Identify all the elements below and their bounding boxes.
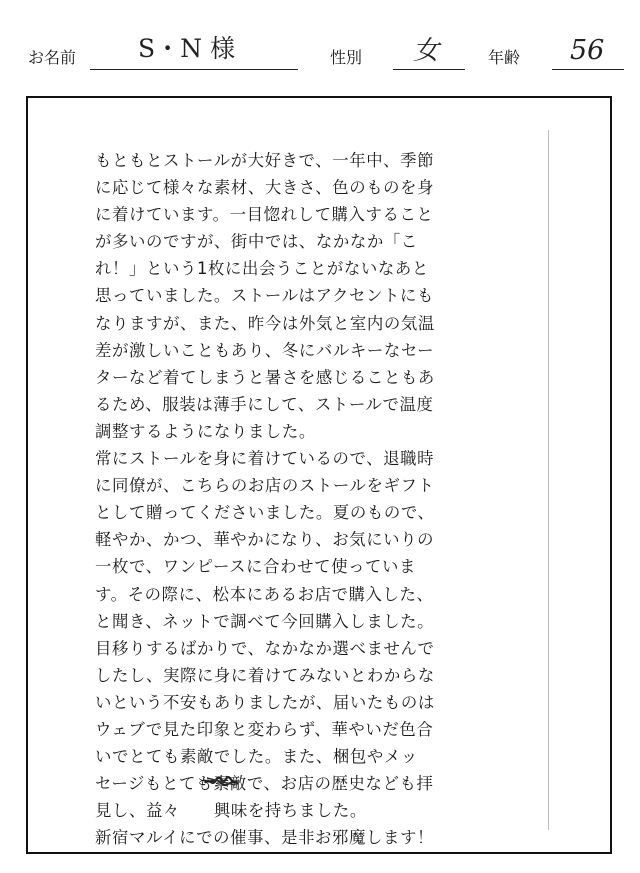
letter-line: るため、服装は薄手にして、ストールで温度 — [95, 394, 434, 414]
age-value: 56 — [570, 35, 605, 66]
letter-line: が多いのですが、街中では、なかなか「こ — [95, 232, 418, 252]
name-value: S・N 様 — [138, 34, 235, 63]
letter-line: もともとストールが大好きで、一年中、季節 — [95, 151, 435, 170]
letter-line: セージもとても素敵で、お店の歴史なども拝 — [95, 774, 434, 794]
gender-underline — [393, 69, 465, 70]
letter-line: ウェブで見た印象と変わらず、華やいだ色合 — [95, 719, 434, 739]
letter-line: 差が激しいこともあり、冬にバルキーなセー — [95, 340, 435, 360]
name-label: お名前 — [28, 48, 77, 67]
letter-line: に着けています。一目惚れして購入すること — [95, 205, 434, 225]
name-underline — [90, 69, 298, 70]
letter-line: と聞き、ネットで調べて今回購入しました。 — [95, 611, 435, 631]
letter-line: 目移りするばかりで、なかなか選べませんで — [95, 638, 435, 658]
letter-body — [95, 147, 555, 851]
age-label: 年齢 — [488, 48, 521, 67]
crossed-out-correction — [203, 772, 239, 790]
letter-line: れ！」という1枚に出会うことがないなあと — [95, 259, 429, 279]
letter-line: 思っていました。ストールはアクセントにも — [95, 286, 434, 306]
letter-line: に応じて様々な素材、大きさ、色のものを身 — [95, 178, 435, 198]
letter-line: したし、実際に身に着けてみないとわからな — [95, 665, 435, 685]
letter-line: 見し、益々 興味を持ちました。 — [95, 801, 367, 821]
letter-line: 新宿マルイにでの催事、是非お邪魔します！ — [95, 828, 434, 848]
letter-line: なりますが、また、昨今は外気と室内の気温 — [95, 313, 435, 333]
gender-value: 女 — [413, 36, 440, 66]
letter-line: 一枚で、ワンピースに合わせて使っていま — [95, 557, 417, 577]
letter-line: いでとても素敵でした。また、梱包やメッ — [95, 747, 418, 767]
letter-line: として贈ってくださいました。夏のもので、 — [95, 503, 435, 523]
letter-line: す。その際に、松本にあるお店で購入した、 — [95, 584, 434, 604]
letter-line: 常にストールを身に着けているので、退職時 — [95, 449, 435, 469]
letter-line: に同僚が、こちらのお店のストールをギフト — [95, 476, 435, 496]
letter-line: 軽やか、かつ、華やかになり、お気にいりの — [95, 530, 435, 550]
letter-line: 調整するようになりました。 — [95, 421, 316, 441]
letter-line: いという不安もありましたが、届いたものは — [95, 692, 435, 712]
age-underline — [552, 69, 624, 70]
letter-line: ターなど着てしまうと暑さを感じることもあ — [95, 367, 435, 387]
gender-label: 性別 — [330, 48, 363, 67]
